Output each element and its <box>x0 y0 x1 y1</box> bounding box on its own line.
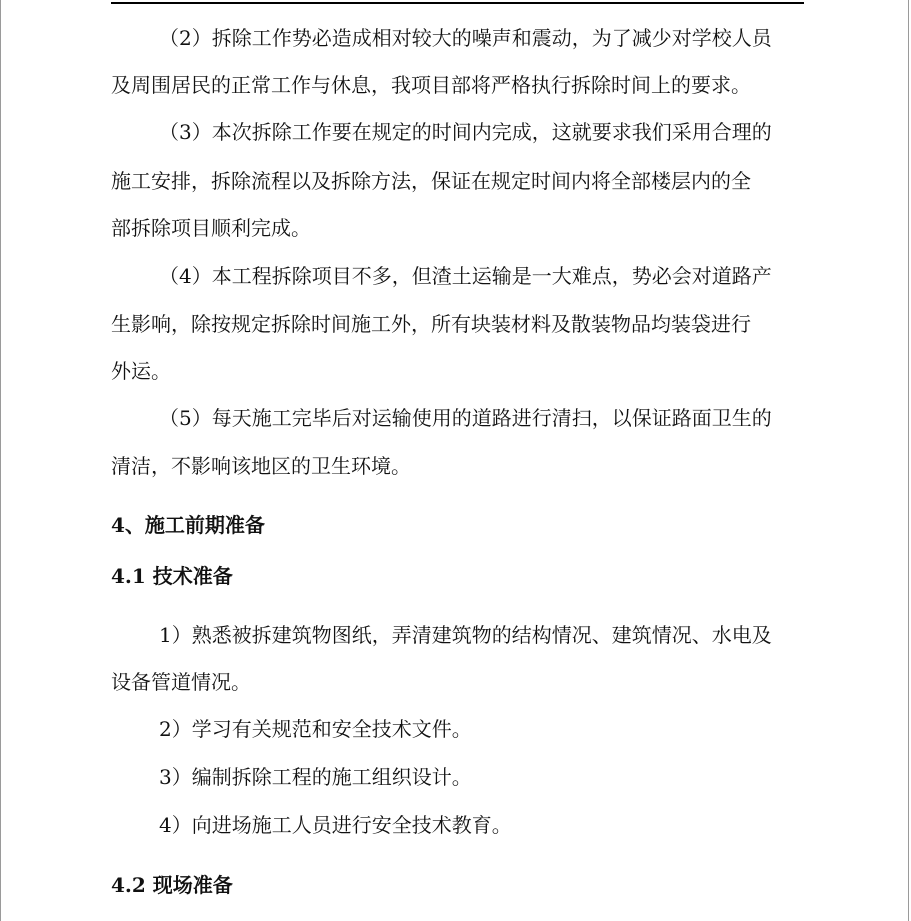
para-2-line-2: 及周围居民的正常工作与休息，我项目部将严格执行拆除时间上的要求。 <box>111 73 751 97</box>
para-3-line-1: （3）本次拆除工作要在规定的时间内完成，这就要求我们采用合理的 <box>159 120 772 144</box>
para-5-line-1: （5）每天施工完毕后对运输使用的道路进行清扫，以保证路面卫生的 <box>159 406 772 430</box>
section-heading-4-2: 4.2 现场准备 <box>111 873 233 897</box>
item-4: 4）向进场施工人员进行安全技术教育。 <box>159 813 512 837</box>
para-4-line-1: （4）本工程拆除项目不多，但渣土运输是一大难点，势必会对道路产 <box>159 264 772 288</box>
para-4-line-3: 外运。 <box>111 359 171 383</box>
header-rule <box>111 2 804 4</box>
item-1-line-2: 设备管道情况。 <box>111 670 251 694</box>
section-heading-4: 4、施工前期准备 <box>111 513 265 537</box>
para-3-line-3: 部拆除项目顺利完成。 <box>111 216 311 240</box>
para-3-line-2: 施工安排，拆除流程以及拆除方法，保证在规定时间内将全部楼层内的全 <box>111 169 751 193</box>
para-2-line-1: （2）拆除工作势必造成相对较大的噪声和震动，为了减少对学校人员 <box>159 26 772 50</box>
item-3: 3）编制拆除工程的施工组织设计。 <box>159 765 472 789</box>
item-1-line-1: 1）熟悉被拆建筑物图纸，弄清建筑物的结构情况、建筑情况、水电及 <box>159 623 772 647</box>
para-4-line-2: 生影响，除按规定拆除时间施工外，所有块装材料及散装物品均装袋进行 <box>111 312 751 336</box>
para-5-line-2: 清洁，不影响该地区的卫生环境。 <box>111 454 411 478</box>
section-heading-4-1: 4.1 技术准备 <box>111 564 233 588</box>
item-2: 2）学习有关规范和安全技术文件。 <box>159 717 472 741</box>
